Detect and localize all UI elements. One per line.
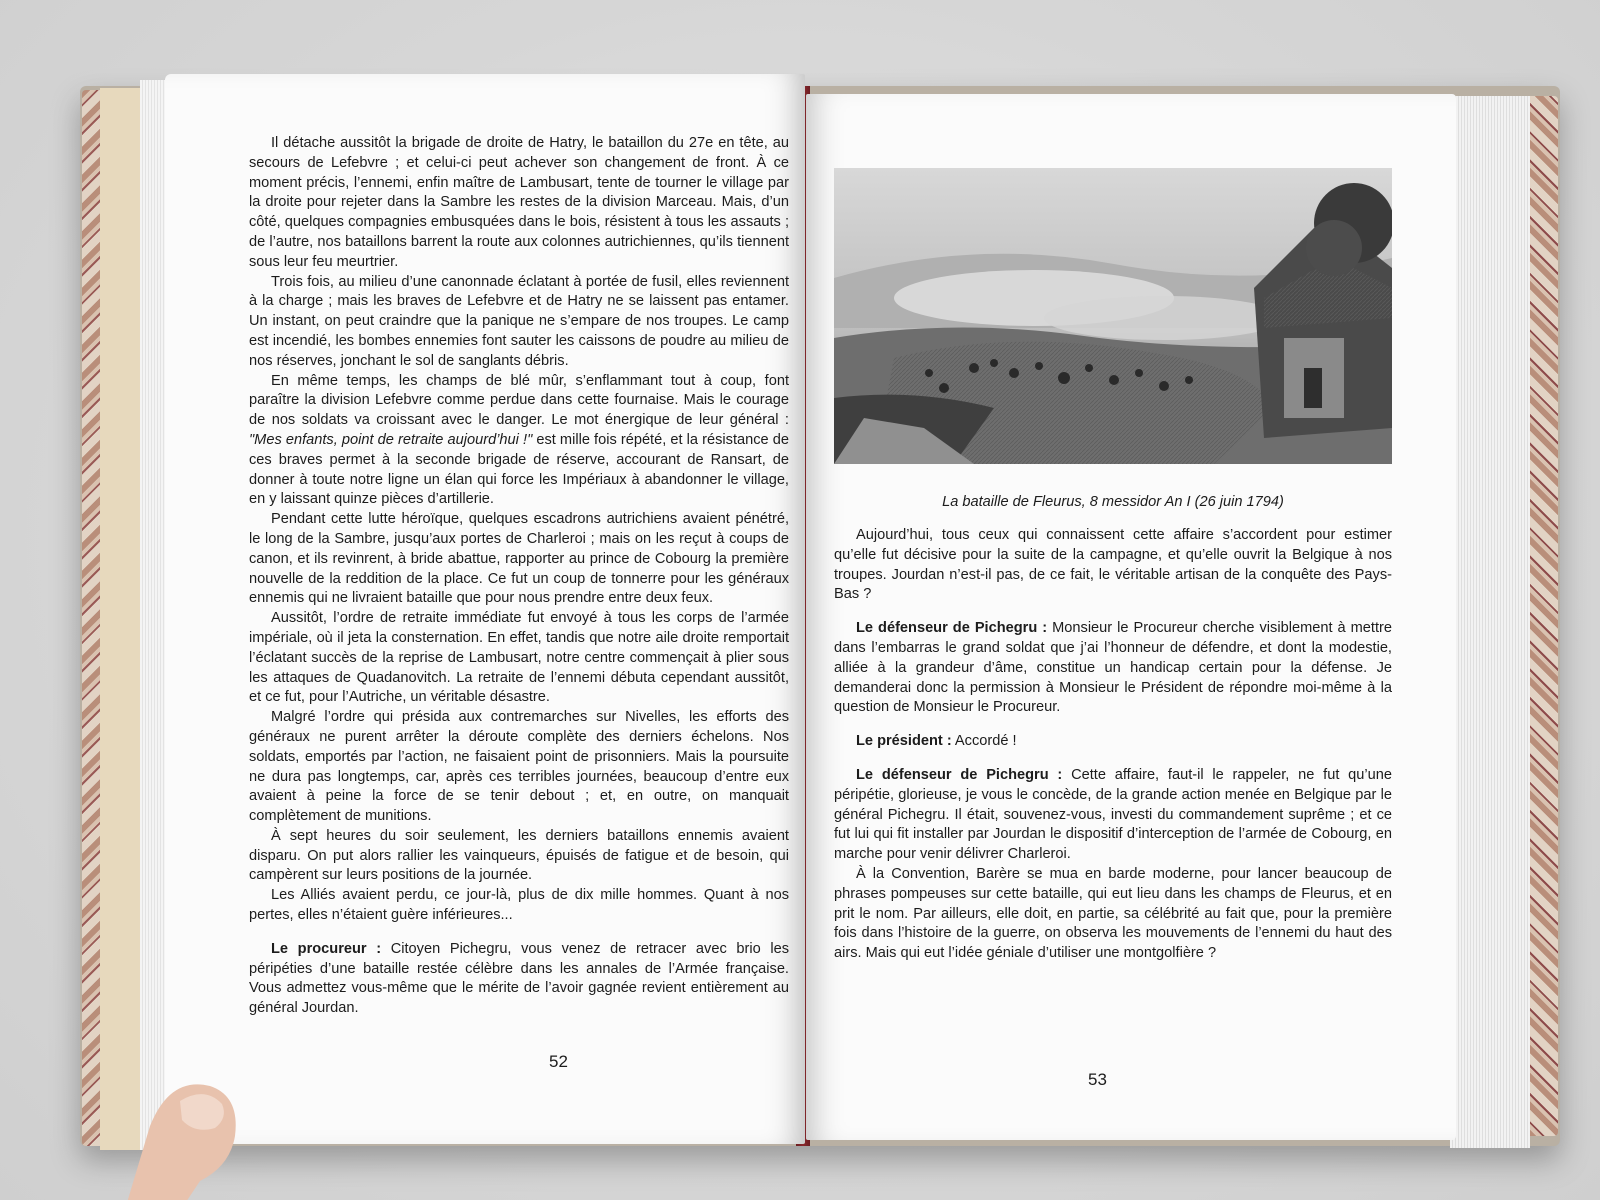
paragraph: Il détache aussitôt la brigade de droite de Hatry, le bataillon du 27e en tête, au secours de Lefebvre ; et celui-ci peut achever son changement de front. À ce moment précis, l’ennemi, enfin maître de Lambusart, tente de tourner le village par la droite pour rejeter dans la Sambre les restes de la division Marceau. Mais, d’un côté, quelques compagnies embusquées dans le bois, résistent à tous les assauts ; de l’autre, nos bataillons barrent la route aux colonnes autrichiennes, qu’ils tiennent sous leur feu meurtrier. bbox=[249, 135, 789, 270]
paragraph: Les Alliés avaient perdu, ce jour-là, plus de dix mille hommes. Quant à nos pertes, elles n’étaient guère inférieures... bbox=[249, 887, 789, 924]
speech-text: Cette affaire, faut-il le rappeler, ne fut qu’une péripétie, glorieuse, je vous le concède, de la grande action menée en Belgique par le général Pichegru. Il était, souvenez-vous, investi du commandement suprême ; et ce fut lui qui fit installer par Jourdan le dispositif d’interception de l’armée de Cobourg, en marche pour venir délivrer Charleroi. bbox=[834, 766, 1392, 863]
speaker-name: Le défenseur de Pichegru : bbox=[856, 766, 1063, 783]
figure-caption: La bataille de Fleurus, 8 messidor An I (26 juin 1794) bbox=[942, 494, 1284, 510]
paragraph: À sept heures du soir seulement, les derniers bataillons ennemis avaient disparu. On put alors rallier les vainqueurs, épuisés de fatigue et de besoin, qui campèrent sur leurs positions de la journée. bbox=[249, 827, 789, 884]
marbled-edge-right bbox=[1528, 96, 1558, 1136]
paragraph: Aussitôt, l’ordre de retraite immédiate fut envoyé à tous les corps de l’armée impériale, où il jeta la consternation. En effet, tandis que notre aile droite remportait l’éclatant succès de la reprise de Lambusart, notre centre commençait à plier sous les attaques de Quadanovitch. La retraite de l’ennemi débuta cependant aussitôt, et ce fut, pour l’Autriche, un véritable désastre. bbox=[249, 610, 789, 706]
right-page-body bbox=[834, 526, 1392, 964]
paragraph-text: est mille fois répété, et la résistance de ces braves permet à la seconde brigade de réserve, accourant de Ransart, de donner à toute notre ligne un élan qui force les Impériaux à abandonner le village, en y laissant quinze pièces d’artillerie. bbox=[249, 431, 789, 508]
speech-text: Monsieur le Procureur cherche visiblement à mettre dans l’embarras le grand soldat que j’ai l’honneur de défendre, et dont la modestie, alliée à la grandeur d’âme, constitue un handicap certain pour la défense. Je demanderai donc la permission à Monsieur le Président de répondre moi-même à la question de Monsieur le Procureur. bbox=[834, 620, 1392, 716]
page-number: 52 bbox=[549, 1052, 568, 1071]
left-page bbox=[165, 74, 805, 1144]
paragraph: Aujourd’hui, tous ceux qui connaissent cette affaire s’accordent pour estimer qu’elle fut décisive pour la suite de la campagne, et qu’elle ouvrit la Belgique à nos troupes. Jourdan n’est-il pas, de ce fait, le véritable artisan de la conquête des Pays-Bas ? bbox=[834, 527, 1392, 603]
speech-paragraph bbox=[834, 732, 1392, 752]
paragraph: À la Convention, Barère se mua en barde moderne, pour lancer beaucoup de phrases pompeuses sur cette bataille, qui eut lieu dans les champs de Fleurus, et en prit le nom. Par ailleurs, elle doit, en partie, sa célébrité au fait que, pour la première fois dans l’histoire de la guerre, on observa les mouvements de l’ennemi du haut des airs. Mais qui eut l’idée géniale d’utiliser une montgolfière ? bbox=[834, 865, 1392, 962]
general-quote: "Mes enfants, point de retraite aujourd’hui !" bbox=[249, 431, 533, 448]
speech-text: Citoyen Pichegru, vous venez de retracer avec brio les péripéties d’une bataille restée célèbre dans les annales de l’Armée française. Vous admettez vous-même que le mérite de l’avoir gagnée revient entièrement au général Jourdan. bbox=[249, 940, 789, 1017]
speech-text: Accordé ! bbox=[951, 733, 1017, 750]
speaker-name: Le procureur : bbox=[271, 940, 382, 957]
right-page bbox=[806, 94, 1456, 1140]
paragraph: Malgré l’ordre qui présida aux contremarches sur Nivelles, les efforts des généraux ne purent arrêter la déroute complète des derniers échelons. Nos soldats, emportés par l’action, ne faisaient point de prisonniers. Mais la poursuite ne dura pas longtemps, car, après ces terribles journées, beaucoup d’entre eux avaient à peine la force de se tenir debout ; et, en outre, on manquait complètement de munitions. bbox=[249, 709, 789, 825]
paragraph: Trois fois, au milieu d’une canonnade éclatant à portée de fusil, elles reviennent à la charge ; mais les braves de Lefebvre et de Hatry ne se laissent pas entamer. Un instant, on peut craindre que la panique ne s’empare de nos troupes. Le camp est incendié, les bombes ennemies font sauter les caissons de poudre au milieu de nos réserves, jonchant le sol de sanglants débris. bbox=[249, 273, 789, 369]
speech-paragraph bbox=[249, 940, 789, 1019]
paragraph: Pendant cette lutte héroïque, quelques escadrons autrichiens avaient pénétré, le long de la Sambre, jusqu’aux portes de Charleroi ; mais on les reçut à coups de canon, et ils revinrent, à bride abattue, rapporter au prince de Cobourg la première nouvelle de la reddition de la place. Ce fut un coup de tonnerre pour les généraux ennemis qui ne livraient bataille que pour nous prendre entre deux feux. bbox=[249, 511, 789, 607]
page-number: 53 bbox=[1088, 1070, 1107, 1089]
left-page-body bbox=[249, 134, 789, 1019]
thumb bbox=[110, 1056, 260, 1200]
paragraph-text: En même temps, les champs de blé mûr, s’enflammant tout à coup, font paraître la division Lefebvre comme perdue dans cette fournaise. Mais le courage de nos soldats va croissant avec le danger. Le mot énergique de leur général : bbox=[249, 372, 789, 429]
paragraph bbox=[249, 372, 789, 511]
battle-engraving-image bbox=[834, 168, 1392, 464]
speaker-name: Le président : bbox=[856, 733, 952, 750]
speech-paragraph bbox=[834, 619, 1392, 718]
page-stack-right bbox=[1450, 96, 1530, 1148]
battle-engraving bbox=[834, 168, 1392, 464]
speech-paragraph bbox=[834, 766, 1392, 865]
speaker-name: Le défenseur de Pichegru : bbox=[856, 620, 1048, 637]
